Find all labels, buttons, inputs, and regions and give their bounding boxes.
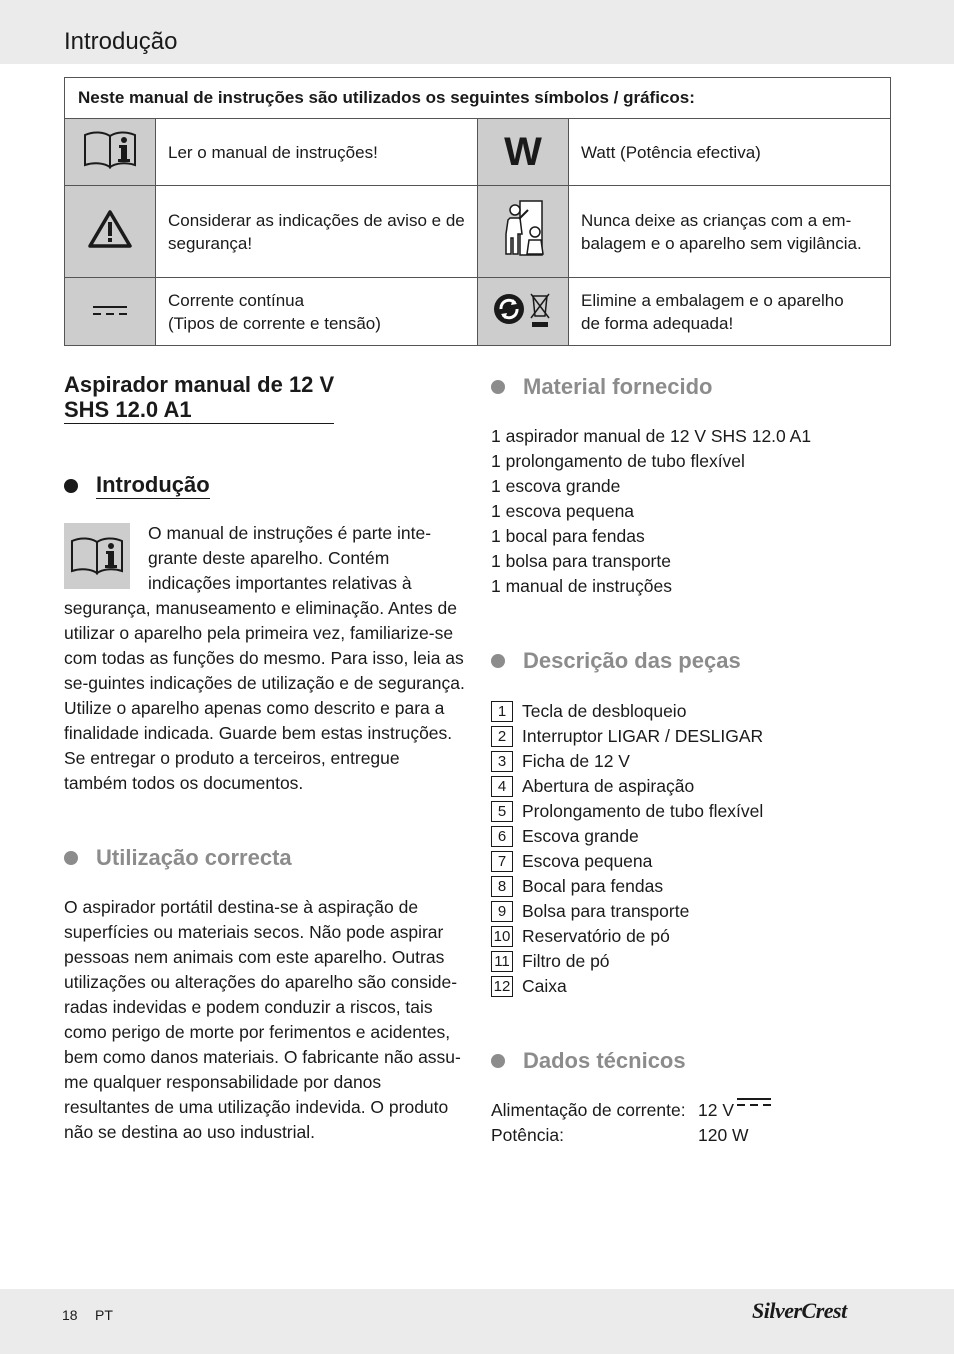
list-item <box>491 899 891 924</box>
manual-info-icon <box>65 119 156 186</box>
part-label: Interruptor LIGAR / DESLIGAR <box>522 726 764 746</box>
list-item <box>491 774 891 799</box>
part-label: Abertura de aspiração <box>522 776 695 796</box>
symbol-description-line: Elimine a embalagem e o aparelho <box>581 290 844 310</box>
part-number: 3 <box>491 751 513 772</box>
section-heading-supplied <box>491 372 891 402</box>
symbol-description-line: de forma adequada! <box>581 313 734 333</box>
part-label: Reservatório de pó <box>522 926 670 946</box>
list-item <box>491 974 891 999</box>
tech-data-label: Alimentação de corrente: <box>491 1100 686 1120</box>
symbol-description: Watt (Potência efectiva) <box>569 119 891 186</box>
section-heading-introduction <box>64 471 466 501</box>
page-language: PT <box>95 1307 113 1323</box>
part-number: 12 <box>491 976 513 997</box>
tech-data-value: 120 W <box>698 1125 749 1145</box>
part-label: Bocal para fendas <box>522 876 664 896</box>
symbol-description <box>156 278 478 346</box>
part-number: 11 <box>491 951 513 972</box>
symbol-description-line: (Tipos de corrente e tensão) <box>168 313 381 333</box>
bullet-icon <box>64 479 78 493</box>
list-item: 1 aspirador manual de 12 V SHS 12.0 A1 <box>491 426 812 446</box>
supplied-list <box>491 424 891 599</box>
page-number: 18 <box>62 1307 78 1323</box>
symbol-description: Nunca deixe as crianças com a em-balagem e o aparelho sem vigilância. <box>569 186 891 278</box>
introduction-text: O manual de instruções é parte inte-grante deste aparelho. Contém indicações importantes relativas à segurança, manuseamento e eliminação. Antes de utilizar o aparelho pela primeira vez, familiarize-se com todas as funções do mesmo. Para isso, leia as se-guintes indicações de utilização e de segurança. Utilize o aparelho apenas como descrito e para a finalidade indicada. Guarde bem estas instruções. Se entregar o produto a terceiros, entregue também todos os documentos. <box>64 523 465 793</box>
part-label: Tecla de desbloqueio <box>522 701 687 721</box>
right-column <box>491 372 891 1148</box>
section-heading-intended-use <box>64 843 466 873</box>
list-item <box>491 824 891 849</box>
symbols-row <box>65 119 891 186</box>
symbol-description: Ler o manual de instruções! <box>156 119 478 186</box>
list-item <box>491 874 891 899</box>
tech-data-value: 12 V <box>698 1100 734 1120</box>
part-label: Caixa <box>522 976 567 996</box>
symbols-table <box>64 77 891 346</box>
product-title <box>64 372 334 424</box>
symbol-description: Considerar as indicações de aviso e de segurança! <box>156 186 478 278</box>
part-number: 4 <box>491 776 513 797</box>
bullet-icon <box>491 1054 505 1068</box>
direct-current-icon <box>737 1098 771 1108</box>
list-item <box>491 849 891 874</box>
tech-data-label: Potência: <box>491 1125 564 1145</box>
part-label: Bolsa para transporte <box>522 901 690 921</box>
product-title-line: SHS 12.0 A1 <box>64 397 192 422</box>
section-heading-parts <box>491 646 891 676</box>
intended-use-text: O aspirador portátil destina-se à aspiração de superfícies ou materiais secos. Não pode aspirar pessoas nem animais com este aparelho. Outras utilizações ou alterações do aparelho são conside-radas indevidas e podem conduzir a riscos, tais como perigo de morte por ferimentos e acidentes, bem como danos materiais. O fabricante não assu-me qualquer responsabilidade por danos resultantes de uma utilização indevida. O produto não se destina ao uso industrial. <box>64 897 461 1142</box>
bullet-icon <box>491 380 505 394</box>
part-number: 1 <box>491 701 513 722</box>
symbols-table-heading: Neste manual de instruções são utilizados os seguintes símbolos / gráficos: <box>65 78 891 119</box>
tech-data-table <box>491 1098 891 1148</box>
part-label: Escova pequena <box>522 851 653 871</box>
section-heading-label: Dados técnicos <box>523 1048 686 1073</box>
list-item: 1 escova grande <box>491 476 621 496</box>
manual-info-icon <box>64 523 130 589</box>
section-heading-label: Utilização correcta <box>96 845 292 870</box>
recycling-disposal-icon <box>478 278 569 346</box>
part-label: Ficha de 12 V <box>522 751 630 771</box>
part-label: Filtro de pó <box>522 951 610 971</box>
list-item: 1 manual de instruções <box>491 576 672 596</box>
part-number: 6 <box>491 826 513 847</box>
watt-symbol-text: W <box>504 129 542 174</box>
part-label: Prolongamento de tubo flexível <box>522 801 764 821</box>
bullet-icon <box>491 654 505 668</box>
list-item <box>491 949 891 974</box>
direct-current-icon <box>65 278 156 346</box>
child-warning-icon <box>478 186 569 278</box>
symbol-description <box>569 278 891 346</box>
part-number: 5 <box>491 801 513 822</box>
section-heading-label: Introdução <box>96 472 210 497</box>
section-heading-tech-data <box>491 1046 891 1076</box>
part-number: 7 <box>491 851 513 872</box>
list-item <box>491 699 891 724</box>
brand-logo: SilverCrest <box>752 1298 847 1323</box>
list-item: 1 bolsa para transporte <box>491 551 671 571</box>
list-item: 1 escova pequena <box>491 501 635 521</box>
bullet-icon <box>64 851 78 865</box>
product-title-line: Aspirador manual de 12 V <box>64 372 335 397</box>
part-number: 8 <box>491 876 513 897</box>
introduction-block <box>64 521 466 796</box>
tech-data-row <box>491 1098 891 1123</box>
page-title: Introdução <box>64 28 178 55</box>
part-number: 10 <box>491 926 513 947</box>
part-number: 9 <box>491 901 513 922</box>
list-item <box>491 749 891 774</box>
list-item <box>491 799 891 824</box>
tech-data-row <box>491 1123 891 1148</box>
list-item: 1 bocal para fendas <box>491 526 645 546</box>
part-number: 2 <box>491 726 513 747</box>
part-label: Escova grande <box>522 826 639 846</box>
list-item <box>491 924 891 949</box>
section-heading-label: Descrição das peças <box>523 648 741 673</box>
symbols-row <box>65 278 891 346</box>
list-item <box>491 724 891 749</box>
left-column <box>64 372 466 1145</box>
symbols-row <box>65 186 891 278</box>
watt-symbol <box>478 119 569 186</box>
warning-triangle-icon <box>65 186 156 278</box>
symbol-description-line: Corrente contínua <box>168 290 305 310</box>
section-heading-label: Material fornecido <box>523 374 713 399</box>
parts-list <box>491 699 891 999</box>
list-item: 1 prolongamento de tubo flexível <box>491 451 745 471</box>
